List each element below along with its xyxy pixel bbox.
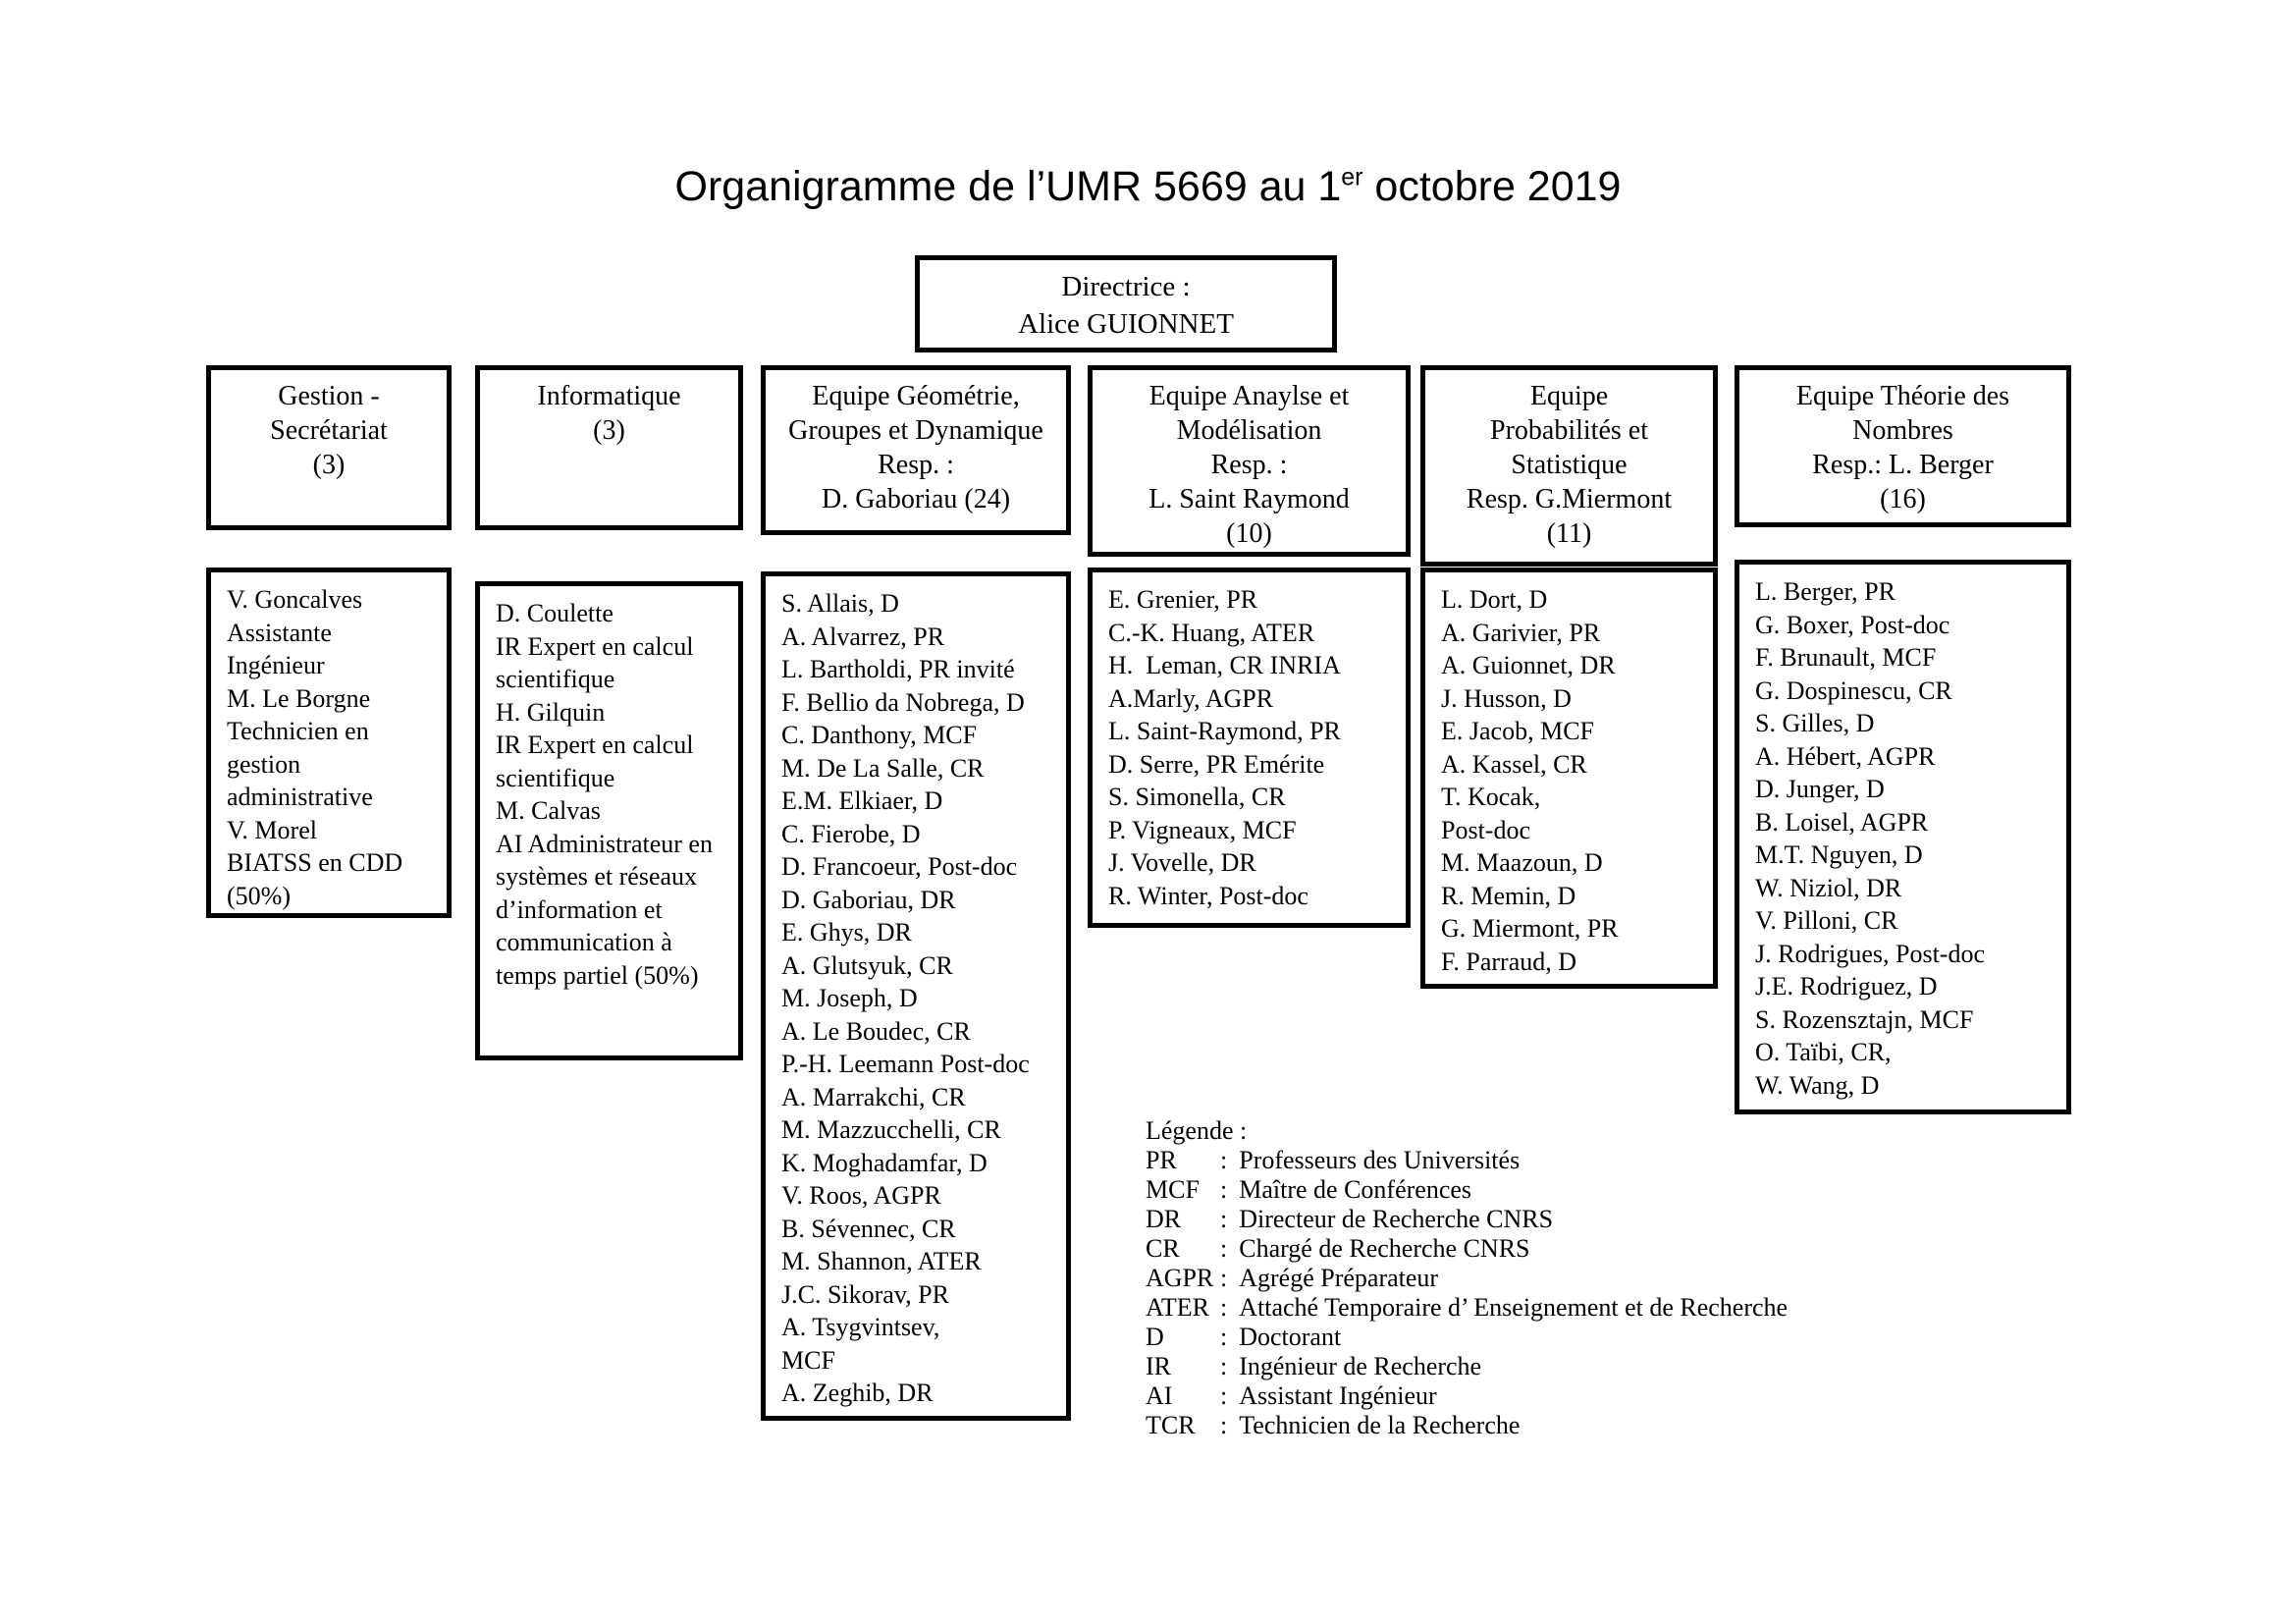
header-line: (3) [312,450,346,480]
member-line: F. Parraud, D [1441,947,1577,976]
page-title-prefix: Organigramme de l’UMR 5669 au 1 [674,163,1342,210]
member-line: J. Vovelle, DR [1108,848,1256,877]
legend-row-AGPR [1146,1264,1788,1293]
legend-row-DR [1146,1205,1788,1234]
member-line: E.M. Elkiaer, D [781,786,943,815]
member-line: C. Danthony, MCF [781,721,978,749]
member-line: A. Zeghib, DR [781,1379,934,1407]
legend-colon: : [1220,1352,1228,1380]
legend-desc: Directeur de Recherche CNRS [1239,1205,1554,1233]
team-header-geometrie-groupes-dynamique [761,365,1071,535]
member-line: D. Serre, PR Emérite [1108,749,1325,779]
legend-desc: Professeurs des Universités [1239,1146,1521,1174]
team-header-informatique [475,365,743,530]
team-members-analyse-modelisation [1088,568,1411,928]
member-line: G. Boxer, Post-doc [1755,610,1950,639]
member-line: E. Grenier, PR [1108,585,1258,614]
member-line: A.Marly, AGPR [1108,683,1274,713]
header-line: Resp. : [1210,450,1288,480]
legend-title: Légende : [1146,1116,1248,1145]
member-line: S. Rozensztajn, MCF [1755,1004,1974,1034]
member-line: G. Miermont, PR [1441,914,1619,943]
legend-abbr: TCR [1146,1411,1196,1439]
legend-row-PR [1146,1146,1788,1175]
legend-desc: Technicien de la Recherche [1239,1411,1521,1439]
header-line: Secrétariat [270,415,388,446]
legend-abbr: ATER [1146,1293,1209,1322]
member-line: V. Pilloni, CR [1755,906,1898,935]
legend-desc: Agrégé Préparateur [1239,1264,1439,1292]
member-line: V. Roos, AGPR [781,1181,941,1210]
header-line: Probabilités et [1490,415,1648,446]
legend-desc: Ingénieur de Recherche [1239,1352,1482,1380]
member-line: H. Leman, CR INRIA [1108,651,1341,679]
member-line: Assistante [227,618,332,647]
member-line: W. Niziol, DR [1755,873,1902,902]
legend-row-ATER [1146,1293,1788,1323]
team-members-probabilites-statistique [1420,568,1718,989]
member-line: (50%) [227,881,291,910]
member-line: F. Brunault, MCF [1755,643,1937,672]
header-line: Equipe [1529,381,1609,411]
member-line: L. Saint-Raymond, PR [1108,717,1341,745]
member-line: O. Taïbi, CR, [1755,1038,1892,1066]
team-header-gestion-secretariat [206,365,452,530]
legend-colon: : [1220,1146,1228,1174]
member-line: A. Kassel, CR [1441,749,1587,779]
member-line: Technicien en [227,717,369,745]
member-line: S. Simonella, CR [1108,783,1286,811]
legend-colon: : [1220,1411,1228,1439]
legend-abbr: MCF [1146,1175,1200,1204]
legend-desc: Chargé de Recherche CNRS [1239,1234,1530,1263]
header-line: Equipe Géométrie, [812,381,1020,411]
member-line: P. Vigneaux, MCF [1108,815,1297,844]
header-line: Informatique [537,381,681,411]
team-header-analyse-modelisation [1088,365,1411,557]
member-line: C.-K. Huang, ATER [1108,618,1315,647]
member-line: M. De La Salle, CR [781,753,985,783]
legend-entries [1146,1146,1788,1440]
member-line: L. Dort, D [1441,585,1548,614]
member-line: D. Coulette [496,599,614,627]
header-line: Equipe Théorie des [1795,381,2010,411]
header-line: Resp. G.Miermont [1466,484,1673,514]
member-line: Ingénieur [227,651,325,679]
header-line: Equipe Anaylse et [1148,381,1350,411]
member-line: D. Gaboriau, DR [781,885,956,914]
member-line: F. Bellio da Nobrega, D [781,687,1025,717]
member-line: scientifique [496,665,615,693]
legend-colon: : [1220,1205,1228,1233]
page-title [0,163,2296,211]
member-line: P.-H. Leemann Post-doc [781,1050,1030,1078]
team-header-probabilites-statistique [1420,365,1718,567]
legend-abbr: CR [1146,1234,1180,1263]
member-line: M. Calvas [496,796,601,825]
member-line: V. Goncalves [227,585,363,614]
legend-colon: : [1220,1381,1228,1410]
member-line: J.C. Sikorav, PR [781,1279,949,1309]
director-label: Directrice : [1061,271,1191,302]
legend-colon: : [1220,1234,1228,1263]
legend-desc: Doctorant [1239,1323,1342,1351]
member-line: BIATSS en CDD [227,848,403,877]
member-line: D. Francoeur, Post-doc [781,852,1018,881]
member-line: M. Shannon, ATER [781,1247,982,1275]
member-line: scientifique [496,763,615,792]
member-line: M. Mazzucchelli, CR [781,1115,1001,1144]
member-line: M. Joseph, D [781,984,918,1012]
member-line: A. Hébert, AGPR [1755,741,1936,771]
member-line: IR Expert en calcul [496,631,694,661]
member-line: S. Allais, D [781,589,899,618]
member-line: d’information et [496,894,663,924]
member-line: A. Garivier, PR [1441,618,1601,647]
page-title-suffix: octobre 2019 [1362,163,1622,210]
member-line: E. Ghys, DR [781,918,912,947]
member-line: B. Loisel, AGPR [1755,807,1929,837]
member-line: M. Le Borgne [227,683,371,713]
legend-row-IR [1146,1352,1788,1381]
legend-abbr: D [1146,1323,1164,1351]
member-line: J. Husson, D [1441,683,1572,713]
legend-abbr: DR [1146,1205,1182,1233]
header-line: Statistique [1511,450,1628,480]
member-line: MCF [781,1345,835,1375]
member-line: S. Gilles, D [1755,709,1875,737]
member-line: K. Moghadamfar, D [781,1148,988,1177]
member-line: A. Alvarrez, PR [781,622,945,651]
member-line: A. Guionnet, DR [1441,651,1616,679]
header-line: Resp. : [878,450,954,480]
header-line: Groupes et Dynamique [788,415,1043,446]
legend-abbr: IR [1146,1352,1171,1380]
header-line: L. Saint Raymond [1148,484,1350,514]
member-line: G. Dospinescu, CR [1755,676,1952,705]
legend-colon: : [1220,1264,1228,1292]
team-members-informatique [475,581,743,1060]
team-members-theorie-des-nombres [1735,560,2071,1114]
header-line: D. Gaboriau (24) [821,484,1011,514]
member-line: systèmes et réseaux [496,862,698,891]
legend-abbr: AI [1146,1381,1173,1410]
header-line: (16) [1880,484,1926,514]
team-members-geometrie-groupes-dynamique [761,571,1071,1421]
member-line: B. Sévennec, CR [781,1214,956,1243]
header-line: Nombres [1852,415,1953,446]
legend-row-MCF [1146,1175,1788,1205]
director-box [915,255,1337,352]
team-members-gestion-secretariat [206,568,452,918]
member-line: communication à [496,928,672,956]
member-line: A. Tsygvintsev, [781,1313,940,1341]
legend-desc: Maître de Conférences [1239,1175,1472,1204]
legend-desc: Assistant Ingénieur [1239,1381,1437,1410]
member-line: W. Wang, D [1755,1070,1880,1100]
legend-abbr: AGPR [1146,1264,1214,1292]
member-line: L. Berger, PR [1755,577,1896,606]
member-line: administrative [227,783,373,811]
legend-colon: : [1220,1293,1228,1322]
member-line: gestion [227,749,301,779]
legend-colon: : [1220,1175,1228,1204]
member-line: R. Winter, Post-doc [1108,881,1308,910]
member-line: temps partiel (50%) [496,960,699,990]
member-line: J. Rodrigues, Post-doc [1755,939,1985,968]
header-line: (10) [1226,518,1272,549]
member-line: L. Bartholdi, PR invité [781,655,1015,683]
member-line: C. Fierobe, D [781,819,921,848]
member-line: Post-doc [1441,815,1530,844]
legend [1146,1116,1788,1440]
legend-row-D [1146,1323,1788,1352]
legend-row-AI [1146,1381,1788,1411]
member-line: AI Administrateur en [496,829,713,858]
member-line: A. Glutsyuk, CR [781,950,953,980]
member-line: IR Expert en calcul [496,730,694,759]
legend-desc: Attaché Temporaire d’ Enseignement et de Recherche [1239,1293,1789,1322]
team-header-theorie-des-nombres [1735,365,2071,527]
member-line: M. Maazoun, D [1441,848,1603,877]
header-line: (3) [593,415,625,446]
header-line: (11) [1546,518,1592,549]
legend-row-TCR [1146,1411,1788,1440]
page-title-superscript: er [1341,163,1363,191]
member-line: V. Morel [227,815,317,844]
header-line: Resp.: L. Berger [1812,450,1994,480]
header-line: Modélisation [1176,415,1322,446]
member-line: E. Jacob, MCF [1441,717,1594,745]
member-line: A. Marrakchi, CR [781,1082,966,1111]
member-line: H. Gilquin [496,697,606,727]
member-line: M.T. Nguyen, D [1755,840,1923,869]
member-line: T. Kocak, [1441,783,1541,811]
legend-colon: : [1220,1323,1228,1351]
director-name: Alice GUIONNET [1018,308,1234,340]
legend-abbr: PR [1146,1146,1177,1174]
member-line: A. Le Boudec, CR [781,1016,971,1046]
member-line: R. Memin, D [1441,881,1576,910]
member-line: D. Junger, D [1755,775,1885,803]
header-line: Gestion - [278,381,380,411]
member-line: J.E. Rodriguez, D [1755,972,1938,1001]
legend-row-CR [1146,1234,1788,1264]
